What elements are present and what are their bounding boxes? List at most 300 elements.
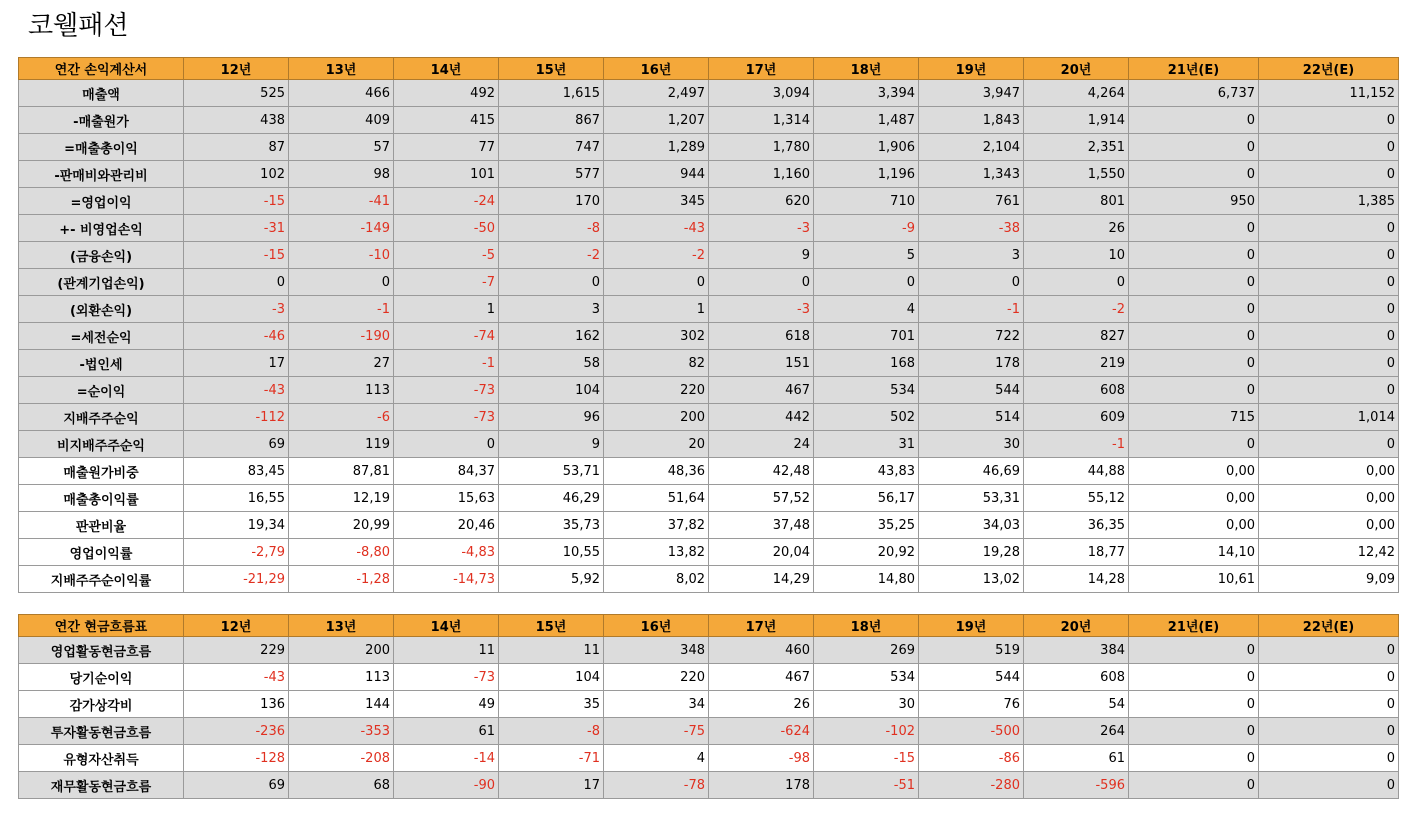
value-cell: 0 (814, 269, 919, 296)
value-cell: 8,02 (604, 566, 709, 593)
value-cell: 20 (604, 431, 709, 458)
value-cell: 944 (604, 161, 709, 188)
value-cell: -21,29 (184, 566, 289, 593)
year-column-header: 17년 (709, 615, 814, 637)
year-column-header: 13년 (289, 58, 394, 80)
row-label: 매출원가비중 (19, 458, 184, 485)
value-cell: -43 (604, 215, 709, 242)
value-cell: -75 (604, 718, 709, 745)
value-cell: -1 (289, 296, 394, 323)
value-cell: 11 (394, 637, 499, 664)
year-column-header: 12년 (184, 58, 289, 80)
row-label: 당기순이익 (19, 664, 184, 691)
value-cell: 467 (709, 377, 814, 404)
value-cell: 460 (709, 637, 814, 664)
value-cell: -7 (394, 269, 499, 296)
value-cell: 30 (919, 431, 1024, 458)
value-cell: 49 (394, 691, 499, 718)
value-cell: -2 (499, 242, 604, 269)
year-column-header: 18년 (814, 615, 919, 637)
value-cell: 34 (604, 691, 709, 718)
value-cell: 37,48 (709, 512, 814, 539)
table-row (19, 350, 1399, 377)
value-cell: 620 (709, 188, 814, 215)
value-cell: 1,780 (709, 134, 814, 161)
table-row (19, 539, 1399, 566)
value-cell: 83,45 (184, 458, 289, 485)
value-cell: 0 (709, 269, 814, 296)
year-column-header: 14년 (394, 58, 499, 80)
value-cell: 1,196 (814, 161, 919, 188)
value-cell: 345 (604, 188, 709, 215)
value-cell: -236 (184, 718, 289, 745)
value-cell: 102 (184, 161, 289, 188)
value-cell: 1,487 (814, 107, 919, 134)
value-cell: 502 (814, 404, 919, 431)
row-label: -매출원가 (19, 107, 184, 134)
row-label: 판관비율 (19, 512, 184, 539)
value-cell: 747 (499, 134, 604, 161)
row-label: -판매비와관리비 (19, 161, 184, 188)
table-row (19, 296, 1399, 323)
row-label: 감가상각비 (19, 691, 184, 718)
value-cell: 0 (1259, 134, 1399, 161)
value-cell: -8 (499, 215, 604, 242)
value-cell: -15 (184, 188, 289, 215)
value-cell: 0 (1129, 772, 1259, 799)
value-cell: -86 (919, 745, 1024, 772)
value-cell: 2,104 (919, 134, 1024, 161)
value-cell: 1,207 (604, 107, 709, 134)
value-cell: -500 (919, 718, 1024, 745)
value-cell: 0 (1259, 745, 1399, 772)
value-cell: -190 (289, 323, 394, 350)
value-cell: 119 (289, 431, 394, 458)
value-cell: 113 (289, 377, 394, 404)
year-column-header: 12년 (184, 615, 289, 637)
value-cell: 0 (1259, 691, 1399, 718)
value-cell: 55,12 (1024, 485, 1129, 512)
value-cell: 0 (1129, 377, 1259, 404)
value-cell: 1,343 (919, 161, 1024, 188)
value-cell: 0 (184, 269, 289, 296)
table-row (19, 718, 1399, 745)
value-cell: 4,264 (1024, 80, 1129, 107)
value-cell: 801 (1024, 188, 1129, 215)
value-cell: -624 (709, 718, 814, 745)
value-cell: -14,73 (394, 566, 499, 593)
value-cell: -1 (1024, 431, 1129, 458)
value-cell: 37,82 (604, 512, 709, 539)
value-cell: 761 (919, 188, 1024, 215)
value-cell: 48,36 (604, 458, 709, 485)
value-cell: -280 (919, 772, 1024, 799)
value-cell: 144 (289, 691, 394, 718)
value-cell: 302 (604, 323, 709, 350)
value-cell: 950 (1129, 188, 1259, 215)
value-cell: -31 (184, 215, 289, 242)
value-cell: 43,83 (814, 458, 919, 485)
table-title-header: 연간 손익계산서 (19, 58, 184, 80)
value-cell: 534 (814, 664, 919, 691)
value-cell: 3,094 (709, 80, 814, 107)
table-row (19, 512, 1399, 539)
value-cell: 10,55 (499, 539, 604, 566)
value-cell: 77 (394, 134, 499, 161)
value-cell: -15 (184, 242, 289, 269)
table-row (19, 566, 1399, 593)
value-cell: 0 (1129, 242, 1259, 269)
value-cell: 0 (394, 431, 499, 458)
value-cell: 609 (1024, 404, 1129, 431)
value-cell: 3,394 (814, 80, 919, 107)
value-cell: 9 (499, 431, 604, 458)
value-cell: 0 (1129, 107, 1259, 134)
value-cell: -43 (184, 664, 289, 691)
row-label: 지배주주순이익률 (19, 566, 184, 593)
year-column-header: 14년 (394, 615, 499, 637)
cash-flow-table (18, 614, 1399, 799)
value-cell: 1,550 (1024, 161, 1129, 188)
value-cell: 1,906 (814, 134, 919, 161)
value-cell: 0 (1259, 269, 1399, 296)
value-cell: -24 (394, 188, 499, 215)
value-cell: 136 (184, 691, 289, 718)
value-cell: 0,00 (1259, 485, 1399, 512)
table-row (19, 242, 1399, 269)
value-cell: 13,02 (919, 566, 1024, 593)
row-label: 재무활동현금흐름 (19, 772, 184, 799)
value-cell: 168 (814, 350, 919, 377)
table-row (19, 161, 1399, 188)
value-cell: -10 (289, 242, 394, 269)
value-cell: 20,04 (709, 539, 814, 566)
value-cell: 0 (604, 269, 709, 296)
value-cell: 178 (709, 772, 814, 799)
value-cell: -149 (289, 215, 394, 242)
value-cell: 5 (814, 242, 919, 269)
value-cell: 0 (1259, 323, 1399, 350)
value-cell: 544 (919, 664, 1024, 691)
value-cell: 9 (709, 242, 814, 269)
value-cell: 34,03 (919, 512, 1024, 539)
value-cell: 11 (499, 637, 604, 664)
value-cell: 98 (289, 161, 394, 188)
value-cell: -2 (604, 242, 709, 269)
value-cell: 76 (919, 691, 1024, 718)
value-cell: 27 (289, 350, 394, 377)
table-row (19, 664, 1399, 691)
value-cell: -73 (394, 404, 499, 431)
value-cell: -8 (499, 718, 604, 745)
value-cell: 0 (1129, 215, 1259, 242)
table-title-header: 연간 현금흐름표 (19, 615, 184, 637)
value-cell: -9 (814, 215, 919, 242)
value-cell: 61 (394, 718, 499, 745)
value-cell: 438 (184, 107, 289, 134)
value-cell: -38 (919, 215, 1024, 242)
value-cell: 17 (499, 772, 604, 799)
value-cell: -78 (604, 772, 709, 799)
value-cell: 0,00 (1129, 485, 1259, 512)
table-row (19, 458, 1399, 485)
year-column-header: 15년 (499, 58, 604, 80)
value-cell: 264 (1024, 718, 1129, 745)
value-cell: 30 (814, 691, 919, 718)
value-cell: 69 (184, 431, 289, 458)
value-cell: 867 (499, 107, 604, 134)
value-cell: 1,615 (499, 80, 604, 107)
value-cell: 14,80 (814, 566, 919, 593)
value-cell: -128 (184, 745, 289, 772)
value-cell: 0 (289, 269, 394, 296)
row-label: 영업활동현금흐름 (19, 637, 184, 664)
value-cell: 36,35 (1024, 512, 1129, 539)
table-row (19, 691, 1399, 718)
row-label: 지배주주순익 (19, 404, 184, 431)
value-cell: 4 (604, 745, 709, 772)
value-cell: 20,92 (814, 539, 919, 566)
year-column-header: 16년 (604, 615, 709, 637)
value-cell: 26 (1024, 215, 1129, 242)
value-cell: 10 (1024, 242, 1129, 269)
value-cell: 57,52 (709, 485, 814, 512)
value-cell: 0 (1259, 431, 1399, 458)
value-cell: 13,82 (604, 539, 709, 566)
value-cell: 46,69 (919, 458, 1024, 485)
value-cell: 56,17 (814, 485, 919, 512)
value-cell: 0 (1129, 637, 1259, 664)
value-cell: 0 (1259, 296, 1399, 323)
value-cell: 5,92 (499, 566, 604, 593)
table-row (19, 323, 1399, 350)
year-column-header: 20년 (1024, 615, 1129, 637)
value-cell: -98 (709, 745, 814, 772)
year-column-header: 22년(E) (1259, 615, 1399, 637)
value-cell: 0,00 (1259, 458, 1399, 485)
value-cell: 827 (1024, 323, 1129, 350)
year-column-header: 16년 (604, 58, 709, 80)
row-label: =영업이익 (19, 188, 184, 215)
row-label: 영업이익률 (19, 539, 184, 566)
value-cell: 44,88 (1024, 458, 1129, 485)
value-cell: 14,10 (1129, 539, 1259, 566)
value-cell: 11,152 (1259, 80, 1399, 107)
value-cell: 220 (604, 377, 709, 404)
value-cell: 16,55 (184, 485, 289, 512)
table-row (19, 80, 1399, 107)
value-cell: 46,29 (499, 485, 604, 512)
value-cell: 0 (1129, 161, 1259, 188)
value-cell: 0 (1129, 718, 1259, 745)
value-cell: 0,00 (1129, 512, 1259, 539)
value-cell: -112 (184, 404, 289, 431)
row-label: =세전순익 (19, 323, 184, 350)
value-cell: 0 (1024, 269, 1129, 296)
value-cell: 1,385 (1259, 188, 1399, 215)
row-label: 매출총이익률 (19, 485, 184, 512)
value-cell: 442 (709, 404, 814, 431)
value-cell: -51 (814, 772, 919, 799)
table-row (19, 404, 1399, 431)
value-cell: 409 (289, 107, 394, 134)
row-label: 유형자산취득 (19, 745, 184, 772)
value-cell: 35,73 (499, 512, 604, 539)
value-cell: 57 (289, 134, 394, 161)
value-cell: 1,160 (709, 161, 814, 188)
value-cell: 1 (604, 296, 709, 323)
income-statement-table (18, 57, 1399, 593)
value-cell: 200 (604, 404, 709, 431)
value-cell: -208 (289, 745, 394, 772)
value-cell: 544 (919, 377, 1024, 404)
value-cell: 0 (1129, 269, 1259, 296)
value-cell: 1,014 (1259, 404, 1399, 431)
year-column-header: 19년 (919, 58, 1024, 80)
value-cell: 0 (1259, 161, 1399, 188)
row-label: (관계기업손익) (19, 269, 184, 296)
value-cell: 577 (499, 161, 604, 188)
value-cell: 2,351 (1024, 134, 1129, 161)
value-cell: 162 (499, 323, 604, 350)
value-cell: 0 (1129, 296, 1259, 323)
value-cell: 3 (919, 242, 1024, 269)
value-cell: 82 (604, 350, 709, 377)
value-cell: 178 (919, 350, 1024, 377)
value-cell: 269 (814, 637, 919, 664)
value-cell: 608 (1024, 664, 1129, 691)
table-row (19, 377, 1399, 404)
value-cell: 0 (1129, 664, 1259, 691)
value-cell: -1,28 (289, 566, 394, 593)
value-cell: 1,843 (919, 107, 1024, 134)
value-cell: 151 (709, 350, 814, 377)
value-cell: -41 (289, 188, 394, 215)
value-cell: 12,42 (1259, 539, 1399, 566)
value-cell: 415 (394, 107, 499, 134)
value-cell: 0 (1129, 691, 1259, 718)
value-cell: 51,64 (604, 485, 709, 512)
value-cell: 0 (1259, 637, 1399, 664)
value-cell: 348 (604, 637, 709, 664)
value-cell: 19,34 (184, 512, 289, 539)
value-cell: 61 (1024, 745, 1129, 772)
value-cell: 101 (394, 161, 499, 188)
value-cell: 1,914 (1024, 107, 1129, 134)
value-cell: 534 (814, 377, 919, 404)
value-cell: -2 (1024, 296, 1129, 323)
row-label: =매출총이익 (19, 134, 184, 161)
value-cell: -6 (289, 404, 394, 431)
value-cell: 0 (1259, 772, 1399, 799)
value-cell: -353 (289, 718, 394, 745)
value-cell: -1 (919, 296, 1024, 323)
value-cell: 20,46 (394, 512, 499, 539)
value-cell: 3 (499, 296, 604, 323)
value-cell: 87,81 (289, 458, 394, 485)
value-cell: 0 (1129, 350, 1259, 377)
value-cell: 15,63 (394, 485, 499, 512)
value-cell: -4,83 (394, 539, 499, 566)
value-cell: -73 (394, 377, 499, 404)
value-cell: 0 (1259, 242, 1399, 269)
value-cell: 0,00 (1129, 458, 1259, 485)
value-cell: -74 (394, 323, 499, 350)
value-cell: -73 (394, 664, 499, 691)
table-header-row (19, 615, 1399, 637)
table-row (19, 215, 1399, 242)
value-cell: 24 (709, 431, 814, 458)
value-cell: 4 (814, 296, 919, 323)
year-column-header: 17년 (709, 58, 814, 80)
value-cell: 10,61 (1129, 566, 1259, 593)
value-cell: 2,497 (604, 80, 709, 107)
value-cell: 14,28 (1024, 566, 1129, 593)
value-cell: 0 (919, 269, 1024, 296)
value-cell: 113 (289, 664, 394, 691)
value-cell: 58 (499, 350, 604, 377)
value-cell: 0 (1129, 745, 1259, 772)
value-cell: 467 (709, 664, 814, 691)
value-cell: 466 (289, 80, 394, 107)
table-row (19, 637, 1399, 664)
row-label: +- 비영업손익 (19, 215, 184, 242)
value-cell: 618 (709, 323, 814, 350)
row-label: 투자활동현금흐름 (19, 718, 184, 745)
value-cell: 0 (499, 269, 604, 296)
value-cell: 0 (1259, 377, 1399, 404)
value-cell: 26 (709, 691, 814, 718)
table-row (19, 107, 1399, 134)
row-label: (금융손익) (19, 242, 184, 269)
value-cell: 0 (1259, 215, 1399, 242)
value-cell: -14 (394, 745, 499, 772)
value-cell: 525 (184, 80, 289, 107)
value-cell: 219 (1024, 350, 1129, 377)
value-cell: 701 (814, 323, 919, 350)
value-cell: -71 (499, 745, 604, 772)
value-cell: -102 (814, 718, 919, 745)
year-column-header: 15년 (499, 615, 604, 637)
value-cell: 14,29 (709, 566, 814, 593)
value-cell: 170 (499, 188, 604, 215)
value-cell: 68 (289, 772, 394, 799)
year-column-header: 13년 (289, 615, 394, 637)
table-row (19, 188, 1399, 215)
value-cell: 519 (919, 637, 1024, 664)
value-cell: -43 (184, 377, 289, 404)
value-cell: -3 (709, 296, 814, 323)
row-label: 비지배주주순익 (19, 431, 184, 458)
value-cell: 96 (499, 404, 604, 431)
value-cell: 104 (499, 664, 604, 691)
table-row (19, 485, 1399, 512)
value-cell: 35 (499, 691, 604, 718)
value-cell: 104 (499, 377, 604, 404)
value-cell: -1 (394, 350, 499, 377)
year-column-header: 20년 (1024, 58, 1129, 80)
value-cell: 0 (1129, 323, 1259, 350)
table-row (19, 745, 1399, 772)
year-column-header: 19년 (919, 615, 1024, 637)
value-cell: 20,99 (289, 512, 394, 539)
value-cell: 200 (289, 637, 394, 664)
value-cell: 0,00 (1259, 512, 1399, 539)
value-cell: 42,48 (709, 458, 814, 485)
table-row (19, 431, 1399, 458)
value-cell: 0 (1259, 718, 1399, 745)
value-cell: 229 (184, 637, 289, 664)
